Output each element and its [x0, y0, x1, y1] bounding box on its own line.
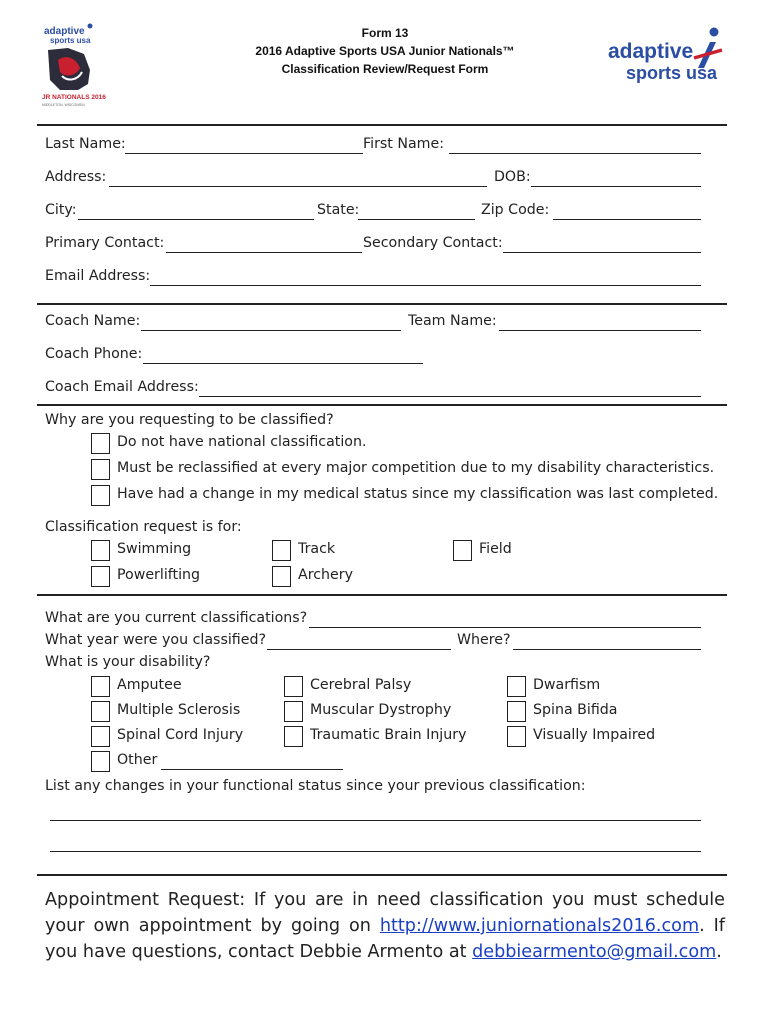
- team-name-label: Team Name:: [408, 313, 497, 329]
- team-name-input[interactable]: [499, 313, 701, 329]
- reason-checkbox-2[interactable]: [91, 459, 110, 480]
- first-name-label: First Name:: [363, 136, 445, 152]
- other-input[interactable]: [161, 752, 343, 768]
- changes-input-1[interactable]: [50, 803, 701, 819]
- website-link[interactable]: http://www.juniornationals2016.com: [379, 916, 700, 936]
- cerebral-palsy-checkbox[interactable]: [284, 676, 303, 697]
- changes-line-2[interactable]: [50, 851, 701, 852]
- divider-reason: [37, 404, 727, 406]
- state-label: State:: [317, 202, 360, 218]
- year-classified-input[interactable]: [267, 632, 451, 648]
- spina-bifida-checkbox[interactable]: [507, 701, 526, 722]
- state-input[interactable]: [358, 202, 475, 218]
- last-name-label: Last Name:: [45, 136, 126, 152]
- last-name-field[interactable]: [125, 153, 363, 154]
- other-checkbox[interactable]: [91, 751, 110, 772]
- muscular-dystrophy-checkbox[interactable]: [284, 701, 303, 722]
- where-label: Where?: [457, 632, 511, 648]
- contact-email-link[interactable]: debbiearmento@gmail.com: [472, 942, 717, 962]
- reason-option-2: Must be reclassified at every major competition due to my disability characteristics.: [117, 460, 715, 476]
- adaptive-sports-usa-logo: [604, 24, 726, 86]
- first-name-input[interactable]: [449, 136, 701, 152]
- cerebral-palsy-label: Cerebral Palsy: [310, 677, 412, 693]
- first-name-field[interactable]: [449, 153, 701, 154]
- reason-option-3: Have had a change in my medical status since my classification was last completed.: [117, 486, 719, 502]
- email-input[interactable]: [150, 268, 701, 284]
- other-field[interactable]: [161, 769, 343, 770]
- logo-left-event-1: JR NATIONALS 2016: [42, 94, 106, 101]
- secondary-contact-label: Secondary Contact:: [363, 235, 503, 251]
- coach-email-input[interactable]: [199, 379, 701, 395]
- coach-name-field[interactable]: [141, 330, 401, 331]
- amputee-label: Amputee: [117, 677, 182, 693]
- muscular-dystrophy-label: Muscular Dystrophy: [310, 702, 452, 718]
- coach-phone-input[interactable]: [143, 346, 423, 362]
- archery-checkbox[interactable]: [272, 566, 291, 587]
- visually-impaired-checkbox[interactable]: [507, 726, 526, 747]
- coach-phone-field[interactable]: [143, 363, 423, 364]
- coach-name-input[interactable]: [141, 313, 401, 329]
- reason-checkbox-3[interactable]: [91, 485, 110, 506]
- changes-label: List any changes in your functional status since your previous classification:: [45, 778, 586, 794]
- logo-left-event-2: MIDDLETON, WISCONSIN: [42, 103, 85, 107]
- zip-input[interactable]: [553, 202, 701, 218]
- coach-email-field[interactable]: [199, 396, 701, 397]
- address-field[interactable]: [109, 186, 487, 187]
- sport-question: Classification request is for:: [45, 519, 242, 535]
- archery-label: Archery: [298, 567, 353, 583]
- divider-classification: [37, 594, 727, 596]
- secondary-contact-field[interactable]: [503, 252, 701, 253]
- dwarfism-checkbox[interactable]: [507, 676, 526, 697]
- divider-top: [37, 124, 727, 126]
- year-classified-field[interactable]: [267, 649, 451, 650]
- dob-input[interactable]: [531, 169, 701, 185]
- divider-appointment: [37, 874, 727, 876]
- field-checkbox[interactable]: [453, 540, 472, 561]
- traumatic-brain-injury-checkbox[interactable]: [284, 726, 303, 747]
- city-label: City:: [45, 202, 77, 218]
- coach-phone-label: Coach Phone:: [45, 346, 143, 362]
- amputee-checkbox[interactable]: [91, 676, 110, 697]
- jr-nationals-logo: [38, 20, 106, 110]
- swimming-label: Swimming: [117, 541, 192, 557]
- multiple-sclerosis-checkbox[interactable]: [91, 701, 110, 722]
- appointment-text-2: . If you have questions, contact Debbie Armento at: [45, 916, 725, 962]
- logo-left-brand-2: sports usa: [50, 36, 91, 45]
- address-input[interactable]: [109, 169, 487, 185]
- appointment-text-1: Appointment Request: If you are in need classification you must schedule your own appointment by going on: [45, 890, 725, 936]
- dob-label: DOB:: [494, 169, 531, 185]
- logo-right-brand-2: sports usa: [626, 63, 718, 83]
- other-label: Other: [117, 752, 158, 768]
- track-label: Track: [298, 541, 336, 557]
- logo-left-brand-1: adaptive: [44, 26, 85, 37]
- form-number: Form 13: [361, 26, 409, 40]
- current-class-input[interactable]: [309, 610, 701, 626]
- reason-question: Why are you requesting to be classified?: [45, 412, 334, 428]
- changes-line-1[interactable]: [50, 820, 701, 821]
- spina-bifida-label: Spina Bifida: [533, 702, 618, 718]
- spinal-cord-injury-checkbox[interactable]: [91, 726, 110, 747]
- address-label: Address:: [45, 169, 107, 185]
- coach-name-label: Coach Name:: [45, 313, 141, 329]
- powerlifting-checkbox[interactable]: [91, 566, 110, 587]
- appointment-text-3: .: [716, 942, 722, 962]
- primary-contact-input[interactable]: [166, 235, 362, 251]
- appointment-paragraph: [45, 887, 725, 965]
- traumatic-brain-injury-label: Traumatic Brain Injury: [310, 727, 467, 743]
- multiple-sclerosis-label: Multiple Sclerosis: [117, 702, 241, 718]
- reason-option-1: Do not have national classification.: [117, 434, 367, 450]
- team-name-field[interactable]: [499, 330, 701, 331]
- coach-email-label: Coach Email Address:: [45, 379, 199, 395]
- spinal-cord-injury-label: Spinal Cord Injury: [117, 727, 244, 743]
- where-field[interactable]: [513, 649, 701, 650]
- field-label: Field: [479, 541, 512, 557]
- track-checkbox[interactable]: [272, 540, 291, 561]
- reason-checkbox-1[interactable]: [91, 433, 110, 454]
- email-field[interactable]: [150, 285, 701, 286]
- swimming-checkbox[interactable]: [91, 540, 110, 561]
- divider-coach: [37, 303, 727, 305]
- city-input[interactable]: [78, 202, 314, 218]
- secondary-contact-input[interactable]: [503, 235, 701, 251]
- dob-field[interactable]: [531, 186, 701, 187]
- primary-contact-label: Primary Contact:: [45, 235, 165, 251]
- powerlifting-label: Powerlifting: [117, 567, 201, 583]
- primary-contact-field[interactable]: [166, 252, 362, 253]
- last-name-input[interactable]: [125, 136, 363, 152]
- form-title: Classification Review/Request Form: [281, 62, 489, 76]
- current-class-field[interactable]: [309, 627, 701, 628]
- dwarfism-label: Dwarfism: [533, 677, 601, 693]
- visually-impaired-label: Visually Impaired: [533, 727, 656, 743]
- current-class-label: What are you current classifications?: [45, 610, 308, 626]
- where-input[interactable]: [513, 632, 701, 648]
- email-label: Email Address:: [45, 268, 151, 284]
- changes-input-2[interactable]: [50, 834, 701, 850]
- year-classified-label: What year were you classified?: [45, 632, 266, 648]
- disability-question: What is your disability?: [45, 654, 211, 670]
- zip-field[interactable]: [553, 219, 701, 220]
- zip-label: Zip Code:: [481, 202, 550, 218]
- logo-right-brand-1: adaptive: [608, 40, 694, 63]
- city-field[interactable]: [78, 219, 314, 220]
- state-field[interactable]: [358, 219, 475, 220]
- event-title: 2016 Adaptive Sports USA Junior Nationals™: [255, 44, 515, 58]
